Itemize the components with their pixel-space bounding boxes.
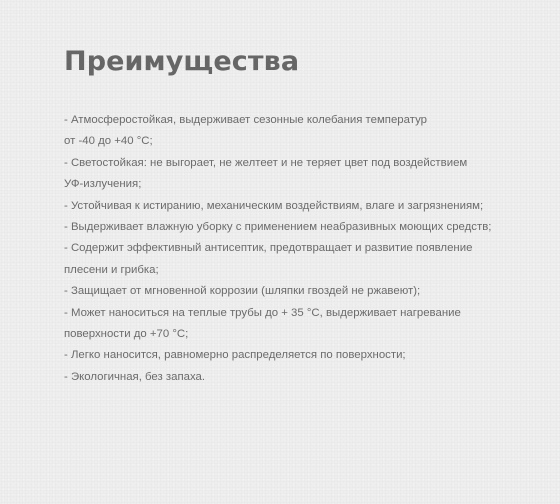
advantage-line: - Легко наносится, равномерно распределяется по поверхности; bbox=[64, 349, 406, 362]
advantage-line: - Экологичная, без запаха. bbox=[64, 370, 206, 383]
advantages-list bbox=[64, 110, 534, 388]
advantage-line: - Содержит эффективный антисептик, предотвращает и развитие появление bbox=[64, 242, 473, 255]
advantage-line: - Защищает от мгновенной коррозии (шляпки гвоздей не ржавеют); bbox=[64, 285, 421, 298]
advantage-line: поверхности до +70 °С; bbox=[64, 328, 189, 341]
advantage-line: УФ-излучения; bbox=[64, 178, 142, 191]
advantage-line: - Выдерживает влажную уборку с применением неабразивных моющих средств; bbox=[64, 221, 492, 234]
advantage-line: - Может наноситься на теплые трубы до + 35 °С, выдерживает нагревание bbox=[64, 306, 461, 319]
page-title: Преимущества bbox=[64, 46, 300, 77]
advantage-line: - Светостойкая: не выгорает, не желтеет и не теряет цвет под воздействием bbox=[64, 156, 468, 169]
advantage-line: - Атмосферостойкая, выдерживает сезонные колебания температур bbox=[64, 114, 427, 126]
advantage-line: плесени и грибка; bbox=[64, 263, 159, 276]
advantage-line: - Устойчивая к истиранию, механическим воздействиям, влаге и загрязнениям; bbox=[64, 199, 484, 212]
advantage-line: от -40 до +40 °С; bbox=[64, 135, 153, 148]
